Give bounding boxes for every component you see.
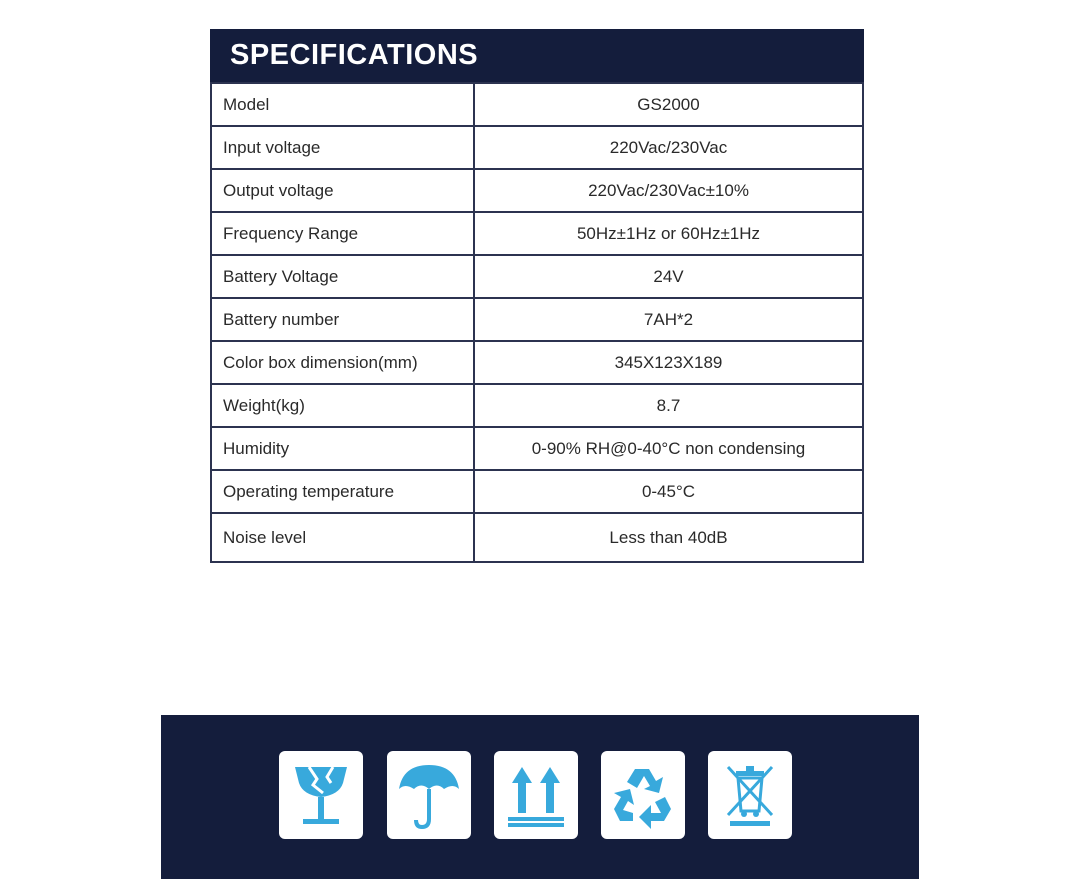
no-trash-bin-icon bbox=[708, 751, 792, 839]
recycle-icon bbox=[601, 751, 685, 839]
table-row bbox=[211, 212, 863, 255]
spec-label: Operating temperature bbox=[211, 470, 474, 513]
spec-value: 0-90% RH@0-40°C non condensing bbox=[474, 427, 863, 470]
table-row bbox=[211, 384, 863, 427]
spec-label: Weight(kg) bbox=[211, 384, 474, 427]
spec-value: 24V bbox=[474, 255, 863, 298]
spec-label: Input voltage bbox=[211, 126, 474, 169]
table-row bbox=[211, 341, 863, 384]
spec-label: Output voltage bbox=[211, 169, 474, 212]
spec-label: Model bbox=[211, 83, 474, 126]
spec-value: 50Hz±1Hz or 60Hz±1Hz bbox=[474, 212, 863, 255]
spec-label: Color box dimension(mm) bbox=[211, 341, 474, 384]
table-row bbox=[211, 83, 863, 126]
table-row bbox=[211, 427, 863, 470]
spec-value: 345X123X189 bbox=[474, 341, 863, 384]
spec-grid bbox=[210, 82, 864, 563]
specifications-table bbox=[210, 29, 864, 563]
spec-value: 7AH*2 bbox=[474, 298, 863, 341]
table-row bbox=[211, 255, 863, 298]
spec-label: Battery Voltage bbox=[211, 255, 474, 298]
packaging-symbols-banner bbox=[161, 715, 919, 879]
spec-value: 220Vac/230Vac±10% bbox=[474, 169, 863, 212]
keep-dry-icon bbox=[387, 751, 471, 839]
table-row bbox=[211, 470, 863, 513]
fragile-icon bbox=[279, 751, 363, 839]
table-row bbox=[211, 169, 863, 212]
table-row bbox=[211, 126, 863, 169]
table-row bbox=[211, 513, 863, 562]
spec-value: 0-45°C bbox=[474, 470, 863, 513]
table-row bbox=[211, 298, 863, 341]
spec-value: 220Vac/230Vac bbox=[474, 126, 863, 169]
spec-label: Battery number bbox=[211, 298, 474, 341]
spec-label: Noise level bbox=[211, 513, 474, 562]
this-way-up-icon bbox=[494, 751, 578, 839]
specifications-title: SPECIFICATIONS bbox=[210, 29, 864, 82]
spec-value: 8.7 bbox=[474, 384, 863, 427]
spec-label: Frequency Range bbox=[211, 212, 474, 255]
spec-value: GS2000 bbox=[474, 83, 863, 126]
spec-value: Less than 40dB bbox=[474, 513, 863, 562]
spec-label: Humidity bbox=[211, 427, 474, 470]
